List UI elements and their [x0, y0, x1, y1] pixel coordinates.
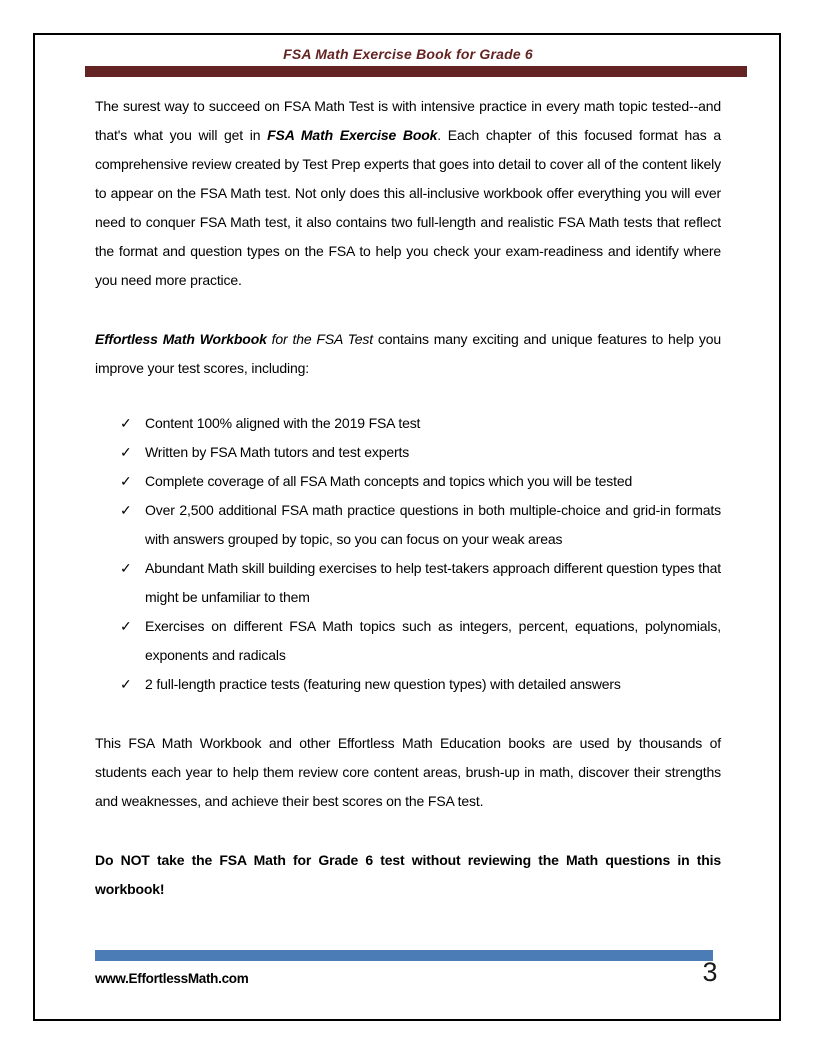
feature-item — [95, 554, 721, 612]
header-rule — [85, 66, 747, 77]
check-icon: ✓ — [120, 444, 132, 460]
page-number: 3 — [702, 957, 718, 987]
page-header-title: FSA Math Exercise Book for Grade 6 — [283, 46, 533, 62]
intro-text-part2: . Each chapter of this focused format has a comprehensive review created by Test Prep experts that goes into detail to cover all of the content likely to appear on the FSA Math test. Not only does this all-inclusive workbook offer everything you will ever need to conquer FSA Math test, it also contains two full-length and realistic FSA Math tests that reflect the format and question types on the FSA to help you check your exam-readiness and identify where you need more practice. — [95, 127, 722, 288]
footer-rule — [95, 950, 713, 961]
feature-item — [95, 612, 721, 670]
feature-item — [95, 467, 721, 496]
check-icon: ✓ — [120, 415, 132, 431]
feature-item-text: 2 full-length practice tests (featuring new question types) with detailed answers — [145, 676, 621, 692]
feature-item — [95, 438, 721, 467]
feature-item-text: Complete coverage of all FSA Math concepts and topics which you will be tested — [145, 473, 633, 489]
feature-item-text: Content 100% aligned with the 2019 FSA test — [145, 415, 421, 431]
usage-paragraph: This FSA Math Workbook and other Effortless Math Education books are used by thousands of students each year to help them review core content areas, brush-up in math, discover their strengths and weaknesses, and achieve their best scores on the FSA test. — [95, 735, 721, 809]
check-icon: ✓ — [120, 618, 132, 634]
feature-item — [95, 409, 721, 438]
features-lead-text: contains many exciting and unique features to help you improve your test scores, including: — [95, 331, 721, 376]
check-icon: ✓ — [120, 473, 132, 489]
check-icon: ✓ — [120, 502, 132, 518]
check-icon: ✓ — [120, 676, 132, 692]
warning-paragraph: Do NOT take the FSA Math for Grade 6 test without reviewing the Math questions in this workbook! — [95, 852, 721, 897]
fsa-test-emphasis: for the FSA Test — [266, 331, 378, 347]
intro-paragraph — [95, 92, 721, 295]
features-list — [95, 409, 721, 699]
workbook-title-emphasis: Effortless Math Workbook — [95, 331, 267, 347]
document-body — [95, 92, 721, 904]
feature-item-text: Written by FSA Math tutors and test experts — [145, 444, 410, 460]
book-title-emphasis: FSA Math Exercise Book — [267, 127, 438, 143]
feature-item — [95, 670, 721, 699]
footer-website-link[interactable]: www.EffortlessMath.com — [95, 971, 249, 986]
feature-item — [95, 496, 721, 554]
features-lead-paragraph — [95, 325, 721, 383]
feature-item-text: Abundant Math skill building exercises to help test-takers approach different question types that might be unfamiliar to them — [145, 560, 721, 605]
check-icon: ✓ — [120, 560, 132, 576]
feature-item-text: Over 2,500 additional FSA math practice questions in both multiple-choice and grid-in formats with answers grouped by topic, so you can focus on your weak areas — [145, 502, 721, 547]
intro-text-part1: The surest way to succeed on FSA Math Test is with intensive practice in every math topic tested--and that's what you will get in — [95, 98, 721, 143]
feature-item-text: Exercises on different FSA Math topics such as integers, percent, equations, polynomials, exponents and radicals — [145, 618, 721, 663]
